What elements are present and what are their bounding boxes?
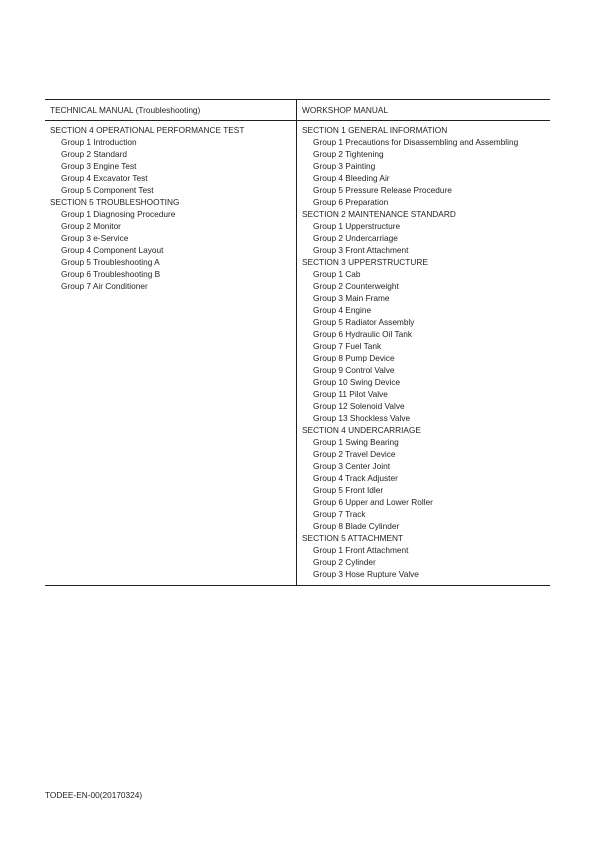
group-entry: Group 5 Front Idler [313, 485, 384, 495]
section-heading: SECTION 3 UPPERSTRUCTURE [302, 257, 428, 267]
section-heading: SECTION 1 GENERAL INFORMATION [302, 125, 448, 135]
group-entry: Group 3 Front Attachment [313, 245, 409, 255]
group-entry: Group 13 Shockless Valve [313, 413, 411, 423]
group-entry: Group 4 Component Layout [61, 245, 164, 255]
group-entry: Group 2 Travel Device [313, 449, 396, 459]
group-entry: Group 10 Swing Device [313, 377, 401, 387]
group-entry: Group 4 Engine [313, 305, 372, 315]
section-heading: SECTION 2 MAINTENANCE STANDARD [302, 209, 456, 219]
group-entry: Group 7 Air Conditioner [61, 281, 148, 291]
group-entry: Group 2 Counterweight [313, 281, 399, 291]
section-heading: SECTION 4 OPERATIONAL PERFORMANCE TEST [50, 125, 245, 135]
section-heading: SECTION 5 ATTACHMENT [302, 533, 404, 543]
group-entry: Group 2 Undercarriage [313, 233, 398, 243]
group-entry: Group 2 Tightening [313, 149, 384, 159]
group-entry: Group 3 Center Joint [313, 461, 391, 471]
group-entry: Group 1 Diagnosing Procedure [61, 209, 176, 219]
group-entry: Group 8 Pump Device [313, 353, 395, 363]
group-entry: Group 7 Fuel Tank [313, 341, 382, 351]
group-entry: Group 8 Blade Cylinder [313, 521, 400, 531]
group-entry: Group 1 Introduction [61, 137, 137, 147]
group-entry: Group 3 Painting [313, 161, 376, 171]
manual-contents-table [45, 99, 550, 586]
group-entry: Group 5 Component Test [61, 185, 154, 195]
document-code: TODEE-EN-00(20170324) [45, 790, 143, 800]
group-entry: Group 6 Upper and Lower Roller [313, 497, 433, 507]
group-entry: Group 3 Engine Test [61, 161, 137, 171]
group-entry: Group 5 Troubleshooting A [61, 257, 160, 267]
group-entry: Group 6 Troubleshooting B [61, 269, 161, 279]
group-entry: Group 1 Precautions for Disassembling and Assembling [313, 137, 519, 147]
group-entry: Group 2 Cylinder [313, 557, 376, 567]
workshop-manual-header: WORKSHOP MANUAL [302, 105, 389, 115]
group-entry: Group 3 Hose Rupture Valve [313, 569, 419, 579]
group-entry: Group 4 Bleeding Air [313, 173, 390, 183]
group-entry: Group 6 Hydraulic Oil Tank [313, 329, 412, 339]
group-entry: Group 6 Preparation [313, 197, 389, 207]
group-entry: Group 4 Track Adjuster [313, 473, 398, 483]
group-entry: Group 5 Pressure Release Procedure [313, 185, 452, 195]
group-entry: Group 5 Radiator Assembly [313, 317, 415, 327]
group-entry: Group 1 Cab [313, 269, 361, 279]
group-entry: Group 1 Upperstructure [313, 221, 401, 231]
group-entry: Group 4 Excavator Test [61, 173, 148, 183]
group-entry: Group 1 Swing Bearing [313, 437, 399, 447]
group-entry: Group 1 Front Attachment [313, 545, 409, 555]
group-entry: Group 2 Monitor [61, 221, 121, 231]
table-header-row [45, 100, 550, 121]
technical-manual-contents [45, 121, 297, 585]
table-body-row [45, 121, 550, 585]
workshop-manual-contents [297, 121, 550, 585]
technical-manual-header: TECHNICAL MANUAL (Troubleshooting) [45, 100, 297, 120]
group-entry: Group 3 Main Frame [313, 293, 390, 303]
section-heading: SECTION 4 UNDERCARRIAGE [302, 425, 421, 435]
group-entry: Group 9 Control Valve [313, 365, 395, 375]
group-entry: Group 2 Standard [61, 149, 127, 159]
group-entry: Group 3 e-Service [61, 233, 129, 243]
group-entry: Group 7 Track [313, 509, 366, 519]
group-entry: Group 12 Solenoid Valve [313, 401, 405, 411]
group-entry: Group 11 Pilot Valve [313, 389, 388, 399]
section-heading: SECTION 5 TROUBLESHOOTING [50, 197, 180, 207]
